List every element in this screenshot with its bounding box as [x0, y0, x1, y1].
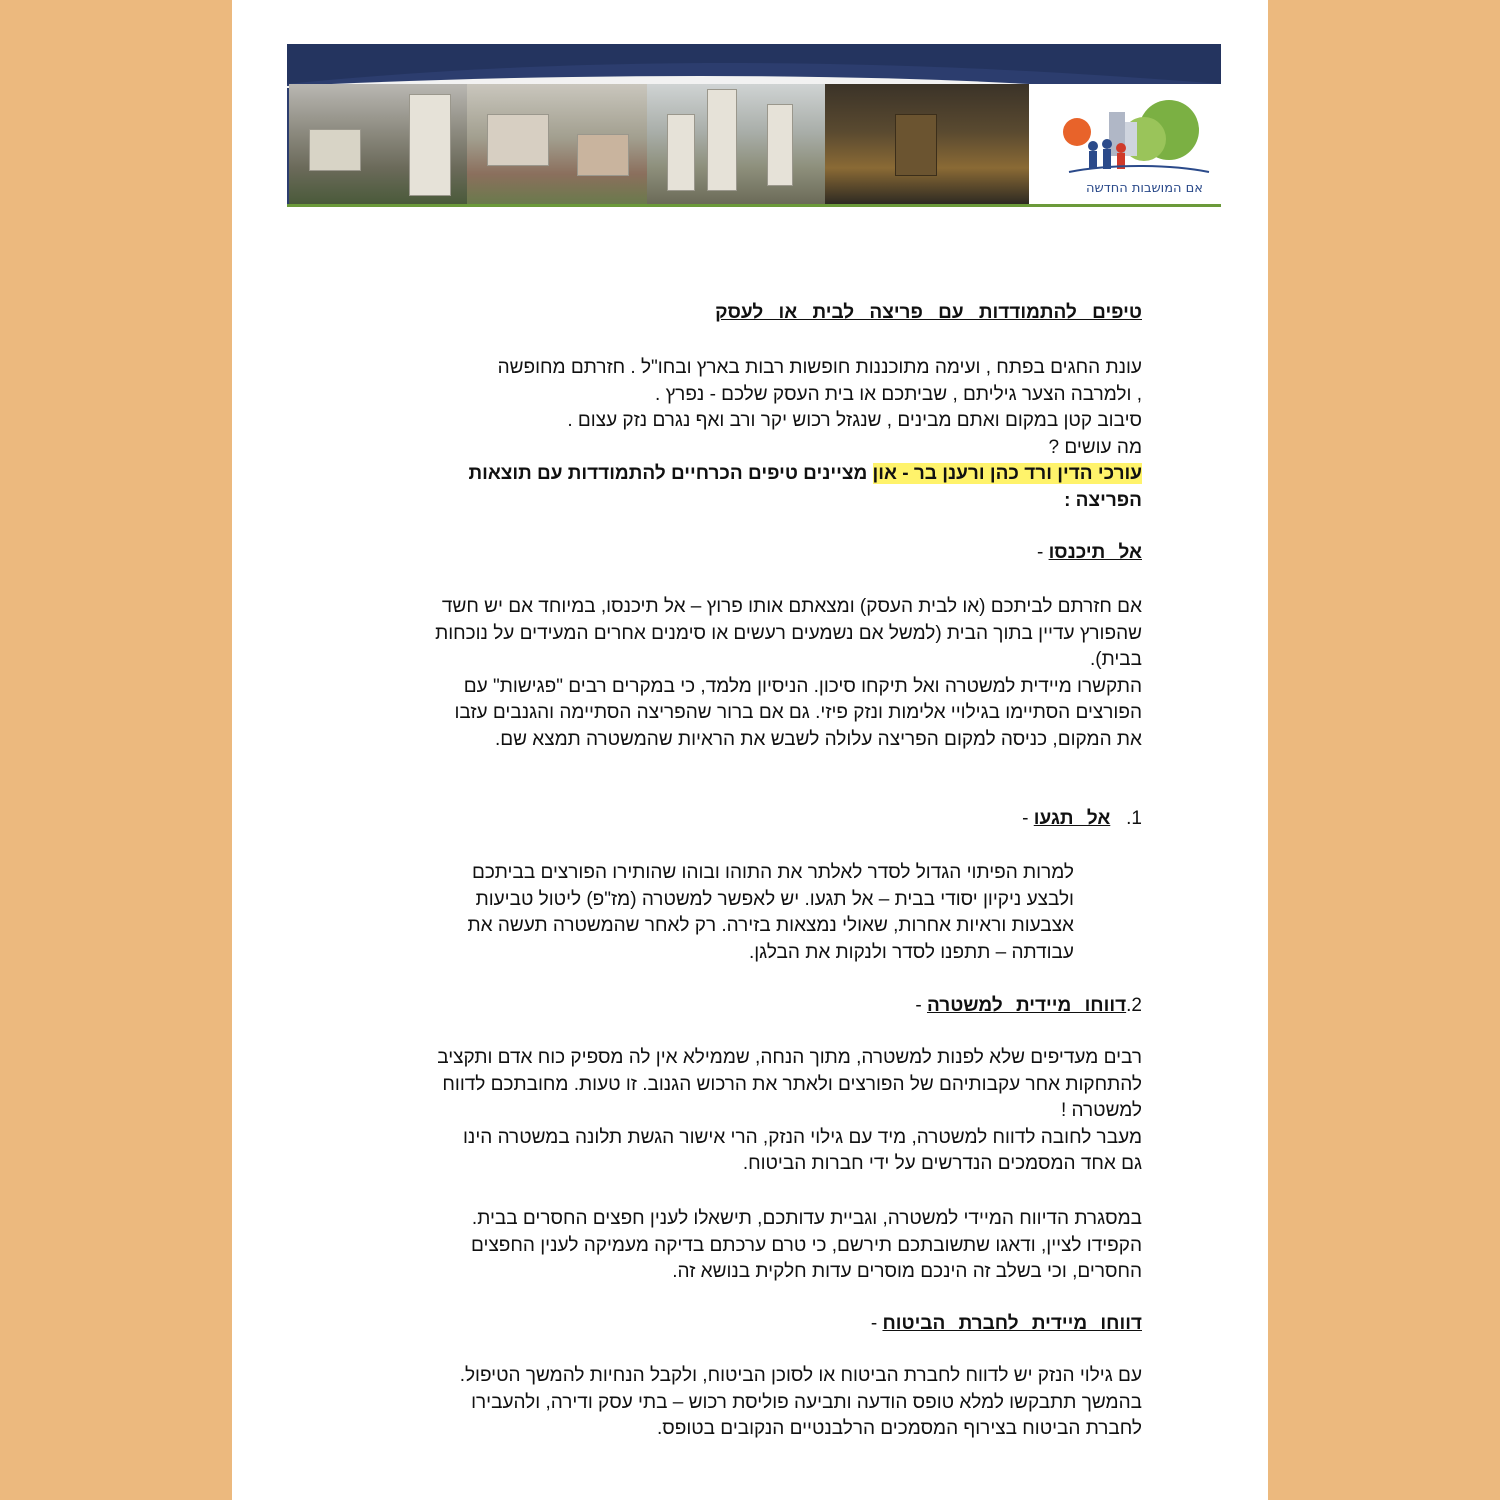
- intro-line-1: עונת החגים בפתח , ועימה מתוכננות חופשות רבות בארץ ובחו"ל . חזרתם מחופשה: [497, 357, 1142, 378]
- touch-line-4: עבודתה – תתפנו לסדר ולנקות את הבלגן.: [748, 941, 1074, 963]
- municipality-logo: [1029, 84, 1221, 204]
- section-heading-dont-enter: [332, 540, 1142, 567]
- banner-photo-streets: [647, 84, 825, 204]
- section-heading-report-insurance: [332, 1311, 1142, 1338]
- insurance-line-2: בהמשך תתבקשו למלא טופס הודעה ותביעה פוליסת רכוש – בתי עסק ודירה, ולהעבירו: [471, 1391, 1142, 1413]
- section-number-1: 1.: [1126, 808, 1142, 829]
- enter-line-3: בבית).: [1089, 649, 1142, 670]
- intro-paragraph: [332, 355, 1142, 514]
- police-line-2: להתחקות אחר עקבותיהם של הפורצים ולאתר את הרכוש הגנוב. זו טעות. מחובתכם לדווח: [442, 1073, 1142, 1095]
- intro-bold-text: מציינים טיפים הכרחיים להתמודדות עם תוצאות: [468, 463, 873, 484]
- intro-line-4: מה עושים ?: [1048, 436, 1142, 458]
- police-line-5: גם אחד המסמכים הנדרשים על ידי חברות הביטוח.: [742, 1153, 1142, 1174]
- section-dont-enter-body: [332, 594, 1142, 753]
- touch-line-1: למרות הפיתוי הגדול לסדר לאלתר את התוהו ובוהו שהותירו הפורצים בביתכם: [471, 862, 1074, 883]
- police-line-3: למשטרה !: [1060, 1100, 1142, 1121]
- police-line-8: החסרים, וכי בשלב זה הינכם מוסרים עדות חלקית בנושא זה.: [672, 1261, 1142, 1282]
- enter-line-6: את המקום, כניסה למקום הפריצה עלולה לשבש את הראיות שהמשטרה תמצא שם.: [494, 728, 1142, 750]
- enter-line-2: שהפורץ עדיין בתוך הבית (למשל אם נשמעים רעשים או סימנים אחרים המעידים על נוכחות: [435, 622, 1142, 644]
- touch-line-3: אצבעות וראיות אחרות, שאולי נמצאות בזירה. רק לאחר שהמשטרה תעשה את: [467, 915, 1074, 936]
- banner-photo-park: [467, 84, 647, 204]
- heading-suffix: -: [1022, 808, 1034, 829]
- intro-line-2: , ולמרבה הצער גיליתם , שביתכם או בית העסק שלכם - נפרץ .: [655, 383, 1142, 405]
- police-line-6: במסגרת הדיווח המיידי למשטרה, וגביית עדותכם, תישאלו לענין חפצים החסרים בבית.: [471, 1208, 1142, 1229]
- heading-dont-touch-text: אל תגעו: [1033, 808, 1111, 829]
- intro-line-3: סיבוב קטן במקום ואתם מבינים , שנגזל רכוש יקר ורב ואף נגרם נזק עצום .: [567, 410, 1142, 431]
- insurance-line-3: לחברת הביטוח בצירוף המסמכים הרלבנטיים הנקובים בטופס.: [657, 1418, 1142, 1439]
- enter-line-4: התקשרו מיידית למשטרה ואל תיקחו סיכון. הניסיון מלמד, כי במקרים רבים "פגישות" עם: [463, 675, 1142, 697]
- document-page: [232, 0, 1268, 1500]
- section-number-2: 2.: [1126, 995, 1142, 1016]
- heading-suffix: -: [915, 995, 928, 1016]
- police-line-4: מעבר לחובה לדווח למשטרה, מיד עם גילוי הנזק, הרי אישור הגשת תלונה במשטרה הינו: [463, 1126, 1142, 1148]
- logo-caption: אם המושבות החדשה: [1085, 181, 1203, 196]
- heading-report-police-text: דווחו מיידית למשטרה: [927, 995, 1127, 1016]
- document-title: טיפים להתמודדות עם פריצה לבית או לעסק: [715, 302, 1142, 323]
- heading-report-insurance-text: דווחו מיידית לחברת הביטוח: [882, 1313, 1142, 1334]
- police-line-1: רבים מעדיפים שלא לפנות למשטרה, מתוך הנחה, שממילא אין לה מספיק כוח אדם ותקציב: [437, 1047, 1142, 1068]
- enter-line-5: הפורצים הסתיימו בגילויי אלימות ונזק פיזי. גם אם ברור שהפריצה הסתיימה והגנבים עזבו: [454, 702, 1142, 723]
- section-heading-report-police: [332, 993, 1142, 1020]
- highlighted-lawyers-names: עורכי הדין ורד כהן ורענן בר - און: [872, 463, 1142, 484]
- insurance-line-1: עם גילוי הנזק יש לדווח לחברת הביטוח או לסוכן הביטוח, ולקבל הנחיות להמשך הטיפול.: [459, 1365, 1142, 1386]
- section-report-insurance-body: [332, 1363, 1142, 1443]
- heading-suffix: -: [870, 1313, 883, 1334]
- banner-photo-night-city: [825, 84, 1029, 204]
- heading-dont-enter-text: אל תיכנסו: [1048, 542, 1142, 563]
- touch-line-2: ולבצע ניקיון יסודי בבית – אל תגעו. יש לאפשר למשטרה (מז"פ) ליטול טביעות: [475, 888, 1074, 910]
- section-heading-dont-touch: [332, 806, 1142, 833]
- police-line-7: הקפידו לציין, ודאגו שתשובתכם תירשם, כי טרם ערכתם בדיקה מעמיקה לענין החפצים: [471, 1234, 1142, 1256]
- section-report-police-body: [332, 1045, 1142, 1178]
- intro-bold-line-2: הפריצה :: [1064, 489, 1142, 511]
- enter-line-1: אם חזרתם לביתכם (או לבית העסק) ומצאתם אותו פרוץ – אל תיכנסו, במיוחד אם יש חשד: [441, 596, 1142, 617]
- heading-suffix: -: [1036, 542, 1049, 563]
- section-dont-touch-body: [332, 860, 1074, 966]
- section-report-police-body-2: [332, 1206, 1142, 1286]
- header-banner: [287, 44, 1221, 207]
- banner-photo-playground: [289, 84, 467, 204]
